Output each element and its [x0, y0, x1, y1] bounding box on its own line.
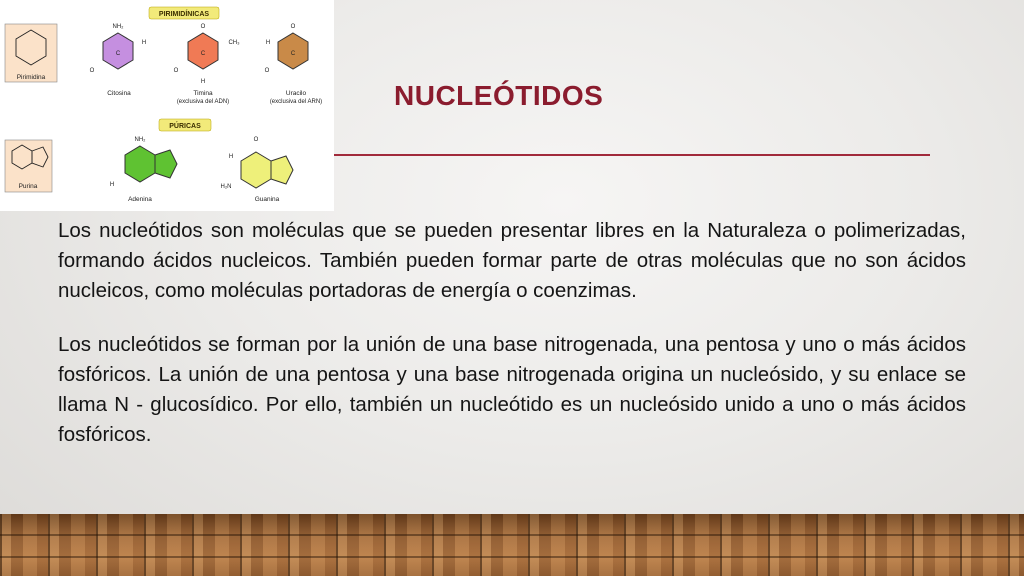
paragraph-formation: Los nucleótidos se forman por la unión de una base nitrogenada, una pentosa y uno o más ácidos fosfóricos. La unión de una pentosa y una base nitrogenada origina un nucleósido, y su enlace se llama N - glucosídico. Por ello, también un nucleótido es un nucleósido unido a uno o más ácidos fosfóricos. [58, 333, 966, 446]
timina-note: (exclusiva del ADN) [176, 99, 230, 105]
timina-oxygen-top: O [200, 24, 206, 30]
guanina-six-ring [241, 152, 271, 188]
pyrimidines-header: PIRIMIDÍNICAS [158, 11, 210, 18]
uracilo-hydrogen: H [265, 40, 271, 46]
floor-seam [0, 556, 1024, 558]
title-underline [334, 154, 930, 156]
floor-seam [0, 534, 1024, 536]
timina-center-atom: C [200, 51, 206, 57]
guanina-label: Guanina [254, 196, 280, 203]
nitrogenous-bases-figure [0, 0, 334, 211]
timina-oxygen: O [173, 68, 179, 74]
adenina-hydrogen: H [109, 182, 115, 188]
slide-body [58, 216, 966, 474]
guanina-hydrogen: H [228, 154, 234, 160]
timina-ch3: CH₃ [228, 40, 240, 46]
uracilo-oxygen-top: O [290, 24, 296, 30]
slide-title: NUCLEÓTIDOS [394, 80, 604, 111]
nitrogenous-bases-diagram [0, 0, 334, 211]
wood-floor [0, 514, 1024, 576]
adenina-five-ring [155, 150, 177, 178]
citosina-hydrogen: H [141, 40, 147, 46]
purines-header: PÚRICAS [169, 123, 201, 130]
guanina-five-ring [271, 156, 293, 184]
pyrimidine-label: Pirimidina [16, 74, 46, 81]
uracilo-label: Uracilo [285, 90, 307, 97]
adenina-label: Adenina [128, 196, 152, 203]
paragraph-definition: Los nucleótidos son moléculas que se pueden presentar libres en la Naturaleza o polimerizadas, formando ácidos nucleicos. También pueden formar parte de otras moléculas que no son ácidos nucleicos, como moléculas portadoras de energía o coenzimas. [58, 219, 966, 302]
timina-hydrogen: H [200, 79, 206, 85]
citosina-label: Citosina [107, 90, 131, 97]
uracilo-note: (exclusiva del ARN) [269, 99, 323, 105]
purine-label: Purina [18, 183, 38, 190]
uracilo-center-atom: C [290, 51, 296, 57]
timina-label: Timina [193, 90, 213, 97]
citosina-center-atom: C [115, 51, 121, 57]
citosina-nh2: NH₂ [112, 24, 124, 30]
adenina-nh2: NH₂ [134, 137, 146, 143]
uracilo-oxygen: O [264, 68, 270, 74]
guanina-h2n: H₂N [220, 184, 232, 190]
guanina-oxygen: O [253, 137, 259, 143]
citosina-oxygen: O [89, 68, 95, 74]
adenina-six-ring [125, 146, 155, 182]
